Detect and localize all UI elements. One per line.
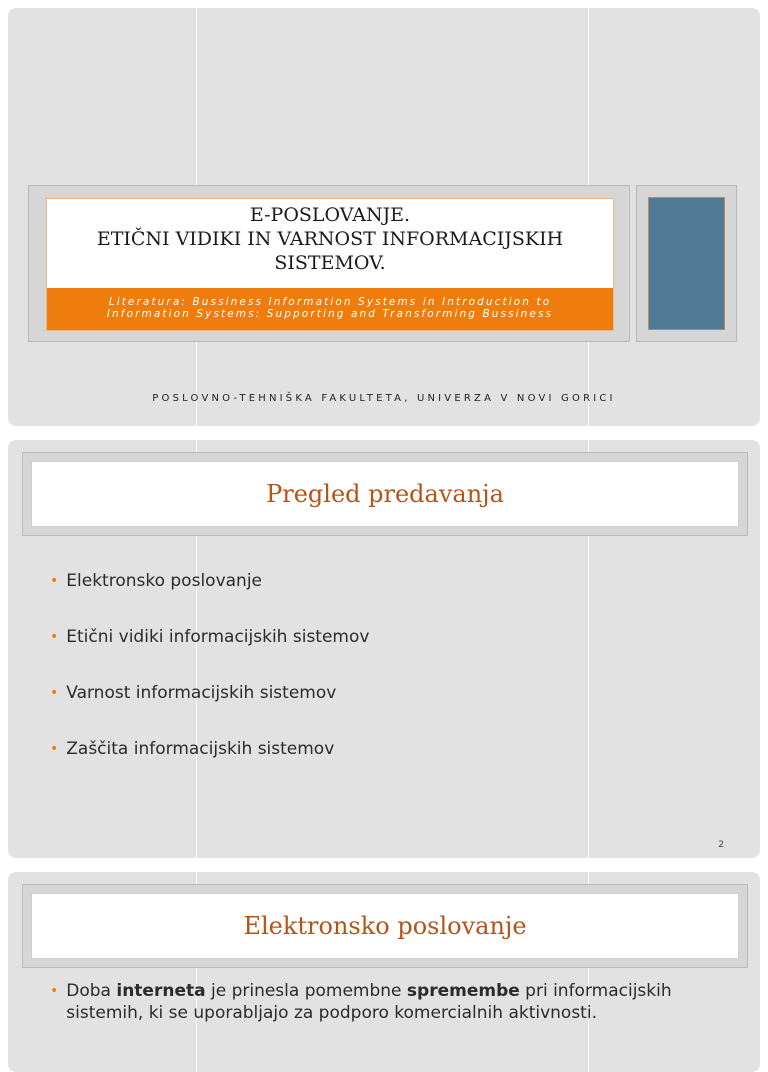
bullet-icon: • [50, 741, 59, 757]
slide-title: Elektronsko poslovanje [31, 893, 739, 959]
bullet-icon: • [50, 983, 59, 999]
list-item-text [66, 980, 730, 1024]
slide-title: Pregled predavanja [31, 461, 739, 527]
slide-header-frame [22, 452, 748, 536]
subtitle-bar [47, 288, 613, 330]
title-line-1: E-POSLOVANJE. [249, 204, 411, 226]
list-item [50, 570, 369, 626]
bullet-icon: • [50, 573, 59, 589]
list-item [50, 682, 369, 738]
presentation-title [47, 203, 613, 275]
title-line-2: ETIČNI VIDIKI IN VARNOST INFORMACIJSKIH [96, 228, 564, 250]
list-item-text: Etični vidiki informacijskih sistemov [66, 627, 370, 647]
faculty-footer: POSLOVNO-TEHNIŠKA FAKULTETA, UNIVERZA V NOVI GORICI [152, 393, 616, 404]
text-run: Doba [66, 981, 117, 1001]
bullet-icon: • [50, 629, 59, 645]
emphasis-text: spremembe [406, 981, 520, 1001]
content-slide [8, 872, 760, 1072]
subtitle-line-2: Information Systems: Supporting and Transforming Bussiness [106, 308, 554, 320]
slide-header-frame [22, 884, 748, 968]
title-slide [8, 8, 760, 426]
agenda-list [50, 570, 369, 794]
list-item [50, 626, 369, 682]
list-item [50, 980, 730, 1024]
emphasis-text: interneta [116, 981, 206, 1001]
decorative-blue-block [648, 197, 725, 330]
list-item [50, 738, 369, 794]
list-item-text: Elektronsko poslovanje [66, 571, 262, 591]
text-run: je prinesla pomembne [205, 981, 407, 1001]
side-frame [636, 185, 737, 342]
page-number: 2 [718, 840, 724, 850]
title-box [46, 198, 614, 331]
title-line-3: SISTEMOV. [274, 252, 386, 274]
text-run: pri informacijskih sistemih, ki se uporabljajo za podporo komercialnih aktivnosti. [66, 981, 672, 1023]
agenda-slide [8, 440, 760, 858]
list-item-text: Zaščita informacijskih sistemov [66, 739, 335, 759]
title-frame [28, 185, 630, 342]
bullet-icon: • [50, 685, 59, 701]
subtitle-line-1: Literatura: Bussiness Information Systems in Introduction to [108, 296, 552, 308]
list-item-text: Varnost informacijskih sistemov [66, 683, 337, 703]
